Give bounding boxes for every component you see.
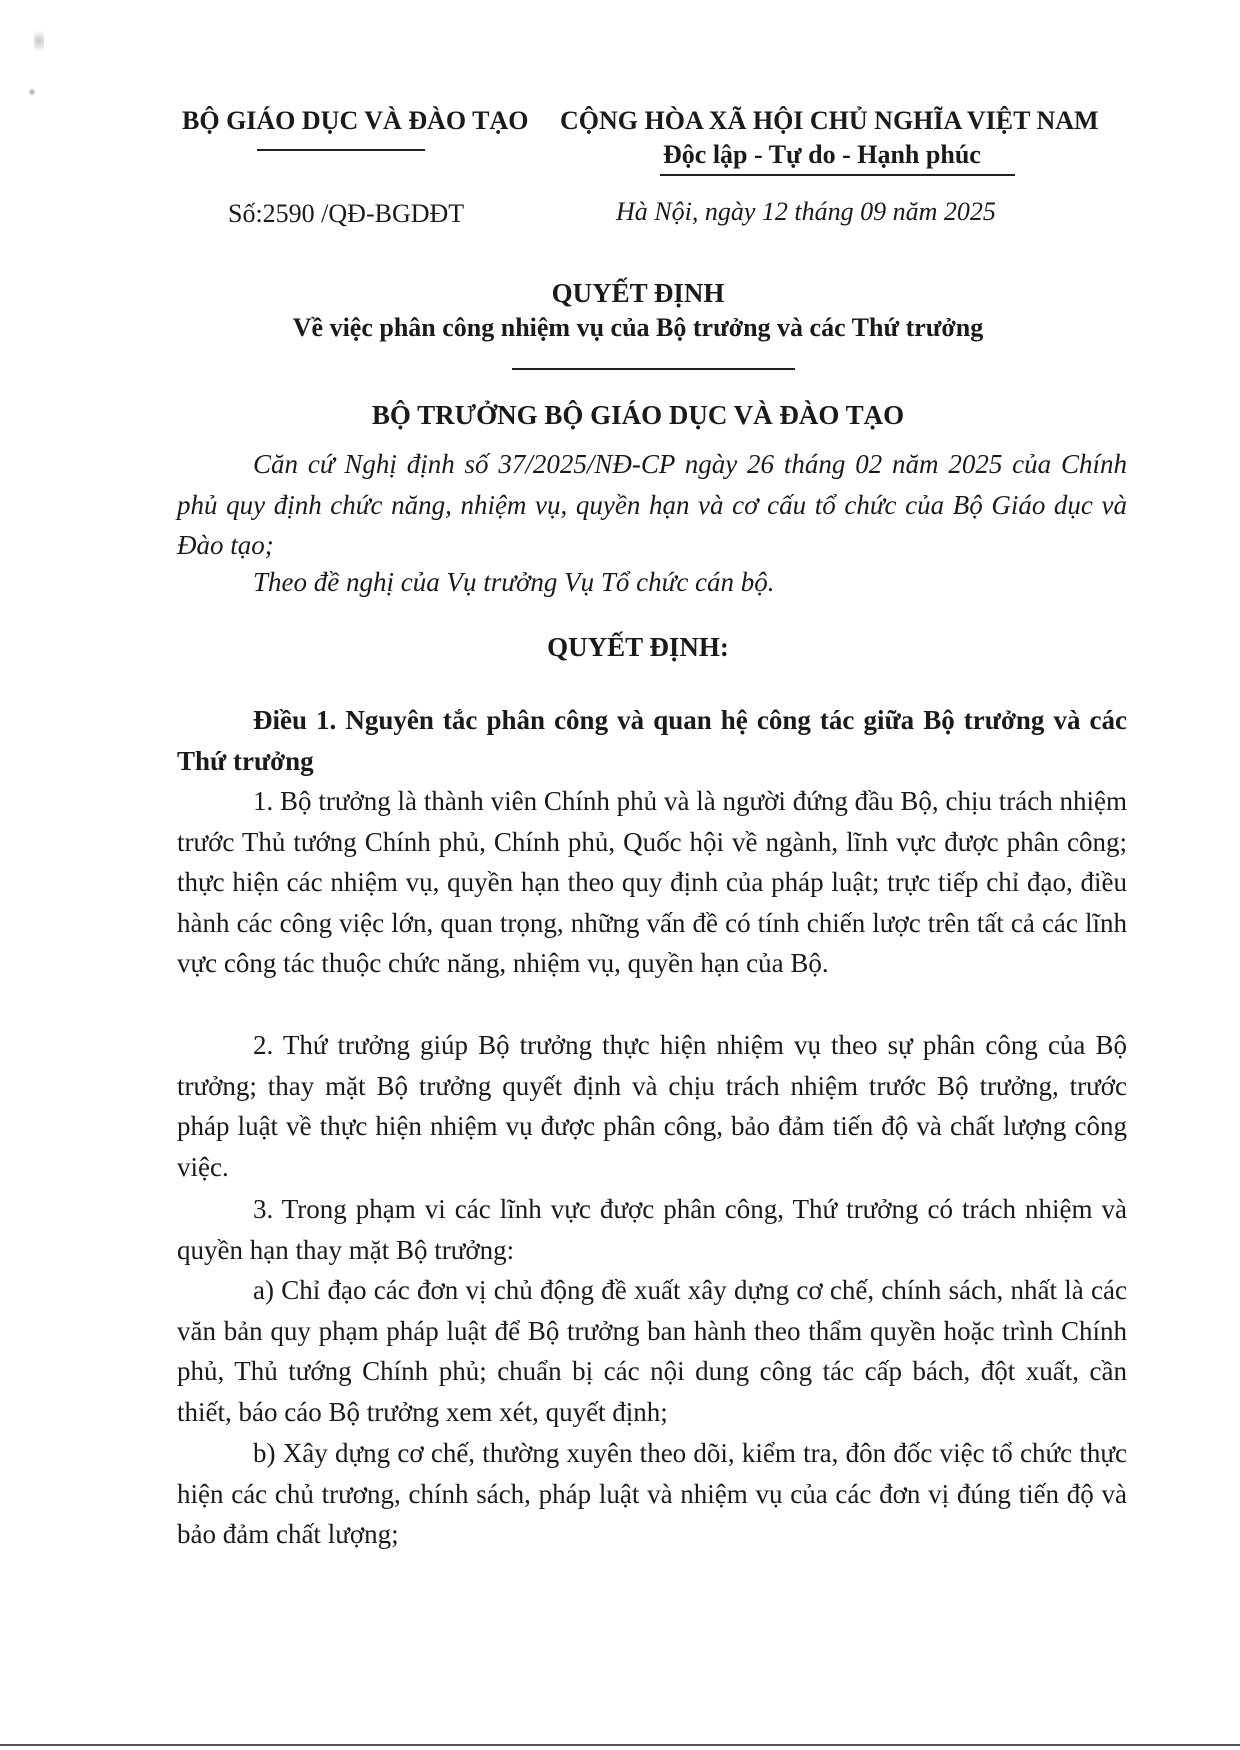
scan-speck	[28, 88, 36, 96]
motto-underline	[660, 174, 1015, 176]
decision-heading: QUYẾT ĐỊNH:	[547, 632, 729, 662]
article-1-clause-1: 1. Bộ trưởng là thành viên Chính phủ và là người đứng đầu Bộ, chịu trách nhiệm trước Thủ tướng Chính phủ, Chính phủ, Quốc hội về ngành, lĩnh vực được phân công; thực hiện các nhiệm vụ, quyền hạn theo quy định của pháp luật; trực tiếp chỉ đạo, điều hành các công việc lớn, quan trọng, những vấn đề có tính chiến lược trên tất cả các lĩnh vực công tác thuộc chức năng, nhiệm vụ, quyền hạn của Bộ.	[177, 786, 1127, 978]
page-bottom-edge	[0, 1744, 1240, 1746]
issuing-authority: BỘ TRƯỞNG BỘ GIÁO DỤC VÀ ĐÀO TẠO	[371, 400, 905, 430]
article-1-heading: Điều 1. Nguyên tắc phân công và quan hệ công tác giữa Bộ trưởng và các Thứ trưởng	[177, 705, 1127, 776]
article-1-clause-3a: a) Chỉ đạo các đơn vị chủ động đề xuất xây dựng cơ chế, chính sách, nhất là các văn bản quy phạm pháp luật để Bộ trưởng ban hành theo thẩm quyền hoặc trình Chính phủ, Thủ tướng Chính phủ; chuẩn bị các nội dung công tác cấp bách, đột xuất, cần thiết, báo cáo Bộ trưởng xem xét, quyết định;	[177, 1275, 1127, 1427]
scan-speck	[34, 26, 44, 56]
title-underline	[512, 368, 795, 370]
issuing-agency: BỘ GIÁO DỤC VÀ ĐÀO TẠO	[182, 106, 529, 135]
article-1-clause-3b: b) Xây dựng cơ chế, thường xuyên theo dõi, kiểm tra, đôn đốc việc tổ chức thực hiện các chủ trương, chính sách, pháp luật và nhiệm vụ của các đơn vị đúng tiến độ và bảo đảm chất lượng;	[177, 1438, 1127, 1549]
legal-basis-proposal: Theo đề nghị của Vụ trưởng Vụ Tổ chức cán bộ.	[253, 567, 775, 597]
article-1-clause-2: 2. Thứ trưởng giúp Bộ trưởng thực hiện nhiệm vụ theo sự phân công của Bộ trưởng; thay mặt Bộ trưởng quyết định và chịu trách nhiệm trước Bộ trưởng, trước pháp luật về thực hiện nhiệm vụ được phân công, bảo đảm tiến độ và chất lượng công việc.	[177, 1030, 1127, 1182]
place-and-date: Hà Nội, ngày 12 tháng 09 năm 2025	[616, 197, 996, 226]
document-number: Số:2590 /QĐ-BGDĐT	[228, 199, 465, 228]
agency-underline	[257, 149, 425, 151]
document-subject: Về việc phân công nhiệm vụ của Bộ trưởng và các Thứ trưởng	[292, 313, 984, 342]
article-1-clause-3: 3. Trong phạm vi các lĩnh vực được phân công, Thứ trưởng có trách nhiệm và quyền hạn thay mặt Bộ trưởng:	[177, 1194, 1127, 1265]
document-type-title: QUYẾT ĐỊNH	[551, 278, 725, 308]
legal-basis-decree: Căn cứ Nghị định số 37/2025/NĐ-CP ngày 26 tháng 02 năm 2025 của Chính phủ quy định chức năng, nhiệm vụ, quyền hạn và cơ cấu tổ chức của Bộ Giáo dục và Đào tạo;	[177, 449, 1127, 560]
country-name: CỘNG HÒA XÃ HỘI CHỦ NGHĨA VIỆT NAM	[560, 106, 1099, 135]
national-motto: Độc lập - Tự do - Hạnh phúc	[663, 140, 981, 169]
